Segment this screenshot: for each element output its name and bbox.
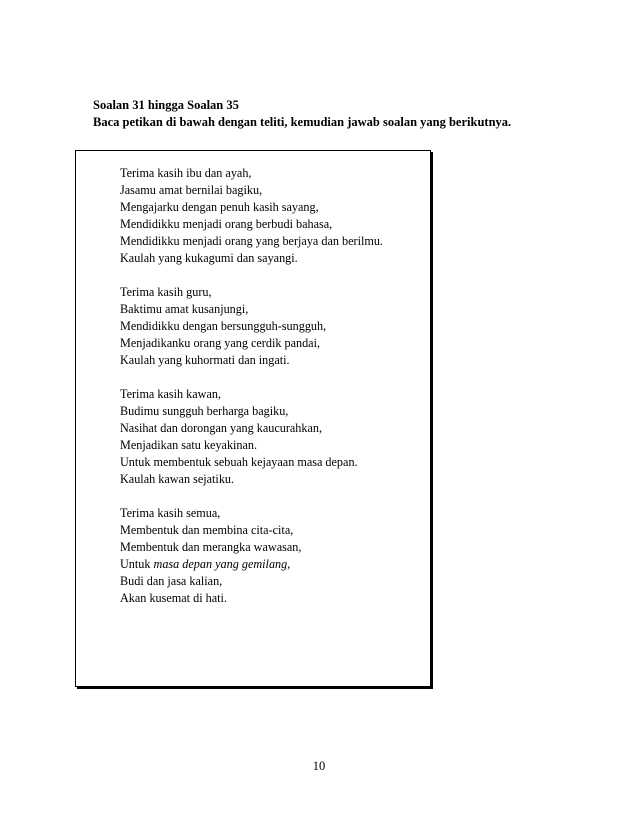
poem-line: Mengajarku dengan penuh kasih sayang, xyxy=(120,200,319,214)
poem-line: Mendidikku menjadi orang berbudi bahasa, xyxy=(120,217,333,231)
poem-line: Budi dan jasa kalian, xyxy=(120,574,223,588)
poem-line: Terima kasih ibu dan ayah, xyxy=(120,166,252,180)
poem-line: Nasihat dan dorongan yang kaucurahkan, xyxy=(120,421,323,435)
page-number: 10 xyxy=(312,759,326,773)
poem-line: Terima kasih guru, xyxy=(120,285,212,299)
poem-stanza-3 xyxy=(120,386,383,488)
poem-line: Kaulah kawan sejatiku. xyxy=(120,472,235,486)
poem-line-mixed xyxy=(120,556,383,573)
poem-line: Menjadikan satu keyakinan. xyxy=(120,438,258,452)
poem-line: Kaulah yang kukagumi dan sayangi. xyxy=(120,251,298,265)
poem-line: Akan kusemat di hati. xyxy=(120,591,227,605)
poem-line-prefix: Untuk xyxy=(120,557,154,571)
poem-line: Membentuk dan membina cita-cita, xyxy=(120,523,294,537)
poem-stanza-4 xyxy=(120,505,383,607)
poem-text xyxy=(120,165,383,624)
poem-line: Terima kasih kawan, xyxy=(120,387,222,401)
question-heading xyxy=(93,97,613,131)
poem-line-italic-phrase: masa depan yang gemilang xyxy=(153,557,288,571)
poem-line: Untuk membentuk sebuah kejayaan masa depan. xyxy=(120,455,358,469)
poem-line: Kaulah yang kuhormati dan ingati. xyxy=(120,353,290,367)
poem-line-suffix: , xyxy=(287,557,291,571)
question-instruction: Baca petikan di bawah dengan teliti, kemudian jawab soalan yang berikutnya. xyxy=(93,115,512,129)
poem-passage-box xyxy=(75,150,431,687)
poem-line: Terima kasih semua, xyxy=(120,506,221,520)
poem-line: Menjadikanku orang yang cerdik pandai, xyxy=(120,336,321,350)
poem-stanza-2 xyxy=(120,284,383,369)
poem-line: Mendidikku menjadi orang yang berjaya dan berilmu. xyxy=(120,234,383,248)
poem-line: Baktimu amat kusanjungi, xyxy=(120,302,249,316)
poem-line: Budimu sungguh berharga bagiku, xyxy=(120,404,289,418)
poem-line: Membentuk dan merangka wawasan, xyxy=(120,540,302,554)
poem-stanza-1 xyxy=(120,165,383,267)
poem-line: Jasamu amat bernilai bagiku, xyxy=(120,183,263,197)
poem-line: Mendidikku dengan bersungguh-sungguh, xyxy=(120,319,327,333)
question-range-title: Soalan 31 hingga Soalan 35 xyxy=(93,98,239,112)
